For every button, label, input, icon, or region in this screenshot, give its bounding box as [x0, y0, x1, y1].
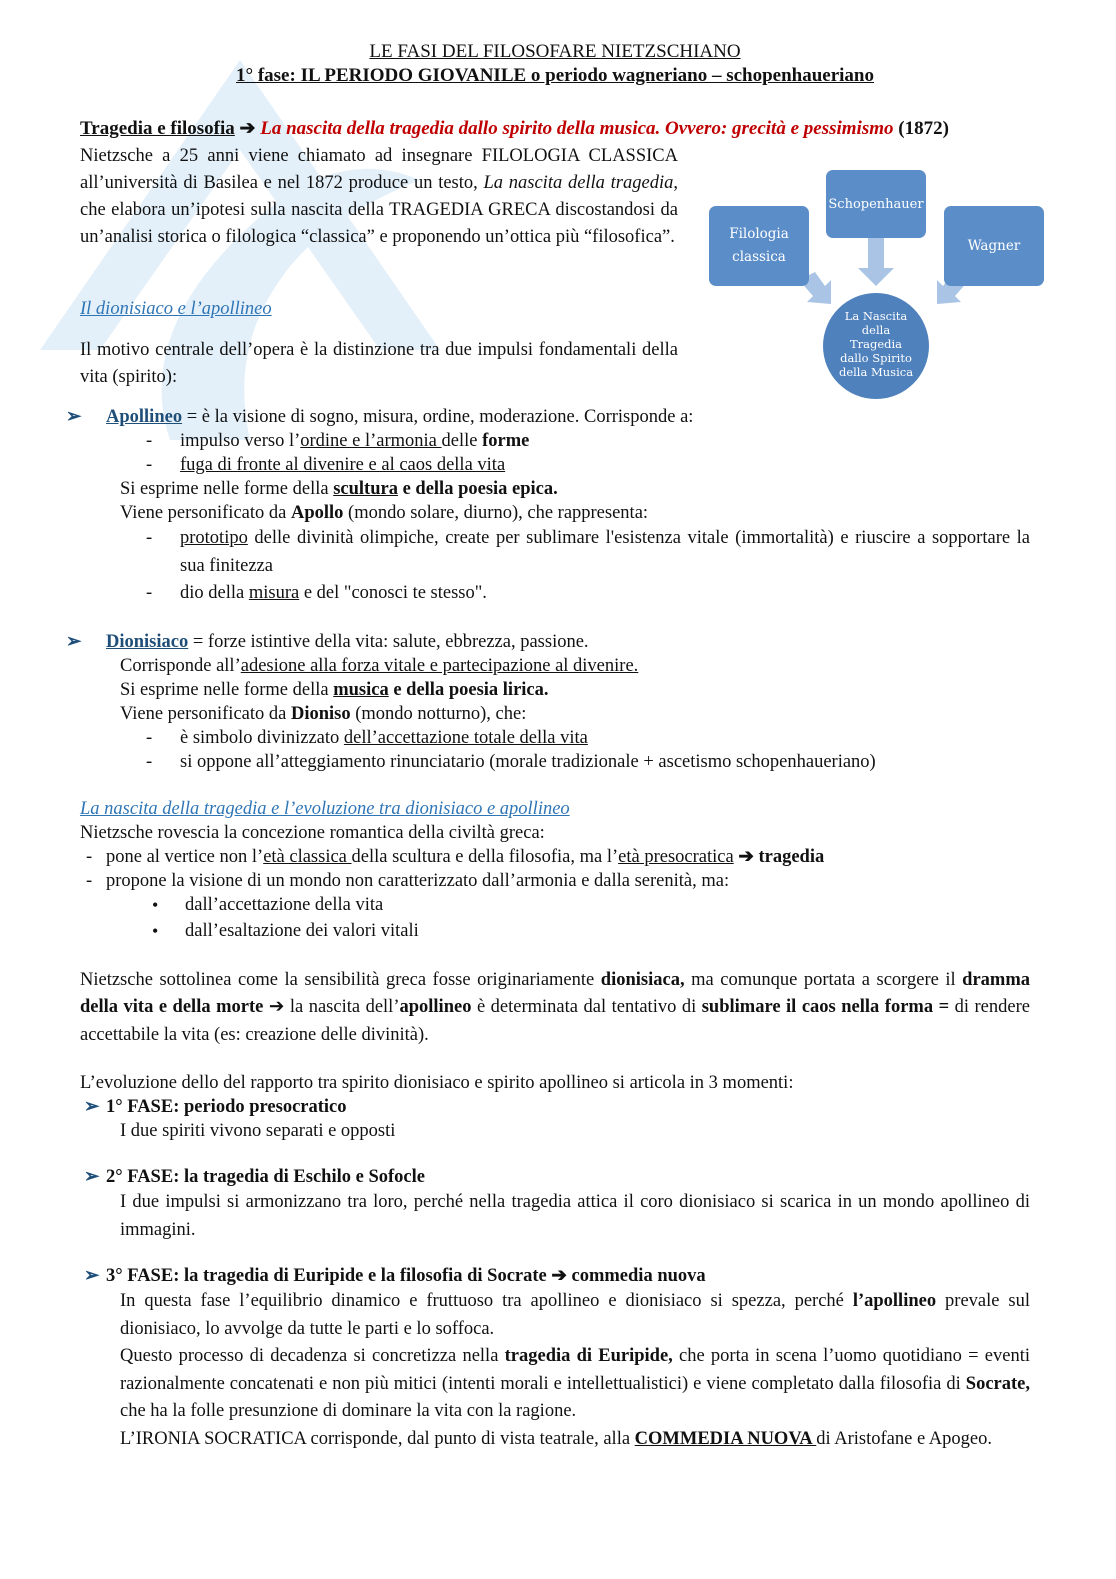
section2-list [80, 845, 1030, 893]
svg-text:della: della [861, 323, 891, 337]
apollineo-link[interactable]: Apollineo [106, 407, 183, 427]
book-title: La nascita della tragedia dallo spirito della musica. Ovvero: grecità e pessimismo [260, 118, 894, 139]
section2-bullets [80, 893, 1030, 943]
apollo-list [80, 525, 1030, 608]
section1-text: Il motivo centrale dell’opera è la distinzione tra due impulsi fondamentali della vita (spirito): [80, 340, 678, 387]
dionisiaco-personificato: Viene personificato da Dioniso (mondo notturno), che: [120, 703, 527, 724]
list-item: - impulso verso l’ordine e l’armonia delle forme [146, 429, 1030, 453]
svg-text:Wagner: Wagner [967, 238, 1021, 254]
dionisiaco-esprime: Si esprime nelle forme della musica e della poesia lirica. [120, 679, 549, 700]
fase-3: ➢ 3° FASE: la tragedia di Euripide e la filosofia di Socrate ➔ commedia nuova In questa fase l’equilibrio dinamico e fruttuoso tra apollineo e dionisiaco si spezza, perché l’apollineo prevale sul dionisiaco, lo avvolge da tutte le parti e lo soffoca. Questo processo di decadenza si concretizza nella tragedia di Euripide, che porta in scena l’uomo quotidiano = eventi razionalmente concatenati e non più mitici (intenti morali e intellettualistici) e viene completato dalla filosofia di Socrate, che ha la folle presunzione di dominare la vita con la ragione. L’IRONIA SOCRATICA corrisponde, dal punto di vista teatrale, alla COMMEDIA NUOVA di Aristofane e Apogeo. [84, 1266, 1030, 1449]
dionisiaco-corrisponde: Corrisponde all’adesione alla forza vitale e partecipazione al divenire. [120, 655, 639, 676]
list-item: - prototipo delle divinità olimpiche, create per sublimare l'esistenza vitale (immortalità) e riuscire a sopportare la sua finitezza [146, 525, 1030, 580]
list-item: - pone al vertice non l’età classica della scultura e della filosofia, ma l’età presocratica ➔ tragedia [86, 845, 1030, 869]
section-heading-dionisiaco-apollineo: Il dionisiaco e l’apollineo [80, 299, 272, 319]
apollineo-list [80, 429, 1030, 477]
fase-1: ➢ 1° FASE: periodo presocratico I due spiriti vivono separati e opposti [84, 1097, 396, 1141]
arrowhead-icon: ➢ [84, 1097, 100, 1117]
apollineo-personificato: Viene personificato da Apollo (mondo solare, diurno), che rappresenta: [120, 503, 649, 523]
fase-2: ➢ 2° FASE: la tragedia di Eschilo e Sofocle I due impulsi si armonizzano tra loro, perché nella tragedia attica il coro dionisiaco si scarica in un mondo apollineo di immagini. [84, 1167, 1030, 1240]
diagram-box-filologia [709, 206, 809, 286]
list-item: - fuga di fronte al divenire e al caos della vita [146, 453, 1030, 477]
right-arrow-icon: ➔ [239, 118, 256, 139]
svg-text:Tragedia: Tragedia [849, 337, 903, 351]
section2-intro: Nietzsche rovescia la concezione romantica della civiltà greca: [80, 822, 545, 843]
influences-diagram [707, 168, 1047, 400]
arrowhead-icon: ➢ [84, 1167, 100, 1187]
page-subtitle: 1° fase: IL PERIODO GIOVANILE o periodo wagneriano – schopenhaueriano [235, 65, 874, 86]
intro-paragraph: Nietzsche a 25 anni viene chiamato ad insegnare FILOLOGIA CLASSICA all’università di Basilea e nel 1872 produce un testo, La nascita della tragedia, che elabora un’ipotesi sulla nascita della TRAGEDIA GRECA discostandosi da un’analisi storica o filologica “classica” e proponendo un’ottica più “filosofica”. [80, 146, 678, 247]
list-item: - è simbolo divinizzato dell’accettazione totale della vita [146, 726, 1030, 750]
dionisiaco-link[interactable]: Dionisiaco [106, 631, 189, 652]
sensibilita-paragraph: Nietzsche sottolinea come la sensibilità greca fosse originariamente dionisiaca, ma comunque portata a scorgere il dramma della vita e della morte ➔ la nascita dell’apollineo è determinata dal tentativo di sublimare il caos nella forma = di rendere accettabile la vita (es: creazione delle divinità). [80, 969, 1030, 1045]
arrow-down-icon [858, 238, 894, 286]
apollineo-definition: ➢ Apollineo = è la visione di sogno, misura, ordine, moderazione. Corrisponde a: [66, 407, 694, 427]
section-heading-nascita-tragedia: La nascita della tragedia e l’evoluzione tra dionisiaco e apollineo [80, 798, 570, 819]
arrowhead-icon: ➢ [66, 407, 82, 427]
svg-text:La Nascita: La Nascita [844, 309, 908, 323]
arrowhead-icon: ➢ [84, 1266, 100, 1286]
list-item: - dio della misura e del "conosci te stesso". [146, 580, 1030, 608]
svg-text:della Musica: della Musica [838, 365, 914, 379]
list-item: - propone la visione di un mondo non caratterizzato dall’armonia e dalla serenità, ma: [86, 869, 1030, 893]
svg-text:classica: classica [732, 249, 786, 265]
apollineo-esprime: Si esprime nelle forme della scultura e della poesia epica. [120, 479, 558, 499]
dionisiaco-definition: ➢ Dionisiaco = forze istintive della vita: salute, ebbrezza, passione. [66, 631, 589, 652]
dionisiaco-block [66, 630, 1030, 774]
svg-text:dallo Spirito: dallo Spirito [840, 351, 912, 365]
list-item: • dall’accettazione della vita [150, 893, 1030, 917]
page-title: LE FASI DEL FILOSOFARE NIETZSCHIANO [369, 41, 741, 62]
tragedia-label: Tragedia e filosofia [80, 118, 235, 139]
list-item: - si oppone all’atteggiamento rinunciatario (morale tradizionale + ascetismo schopenhaueriano) [146, 750, 1030, 774]
svg-text:Filologia: Filologia [729, 226, 789, 242]
book-year: (1872) [898, 118, 949, 139]
document-page [66, 40, 1030, 1453]
tragedia-heading [80, 117, 1030, 141]
arrowhead-icon: ➢ [66, 631, 82, 652]
dioniso-list [80, 726, 1030, 774]
apollineo-block [66, 405, 1030, 608]
list-item: • dall’esaltazione dei valori vitali [150, 919, 1030, 943]
svg-text:Schopenhauer: Schopenhauer [828, 197, 924, 212]
evoluzione-intro: L’evoluzione dello del rapporto tra spirito dionisiaco e spirito apollineo si articola in 3 momenti: [80, 1073, 794, 1093]
